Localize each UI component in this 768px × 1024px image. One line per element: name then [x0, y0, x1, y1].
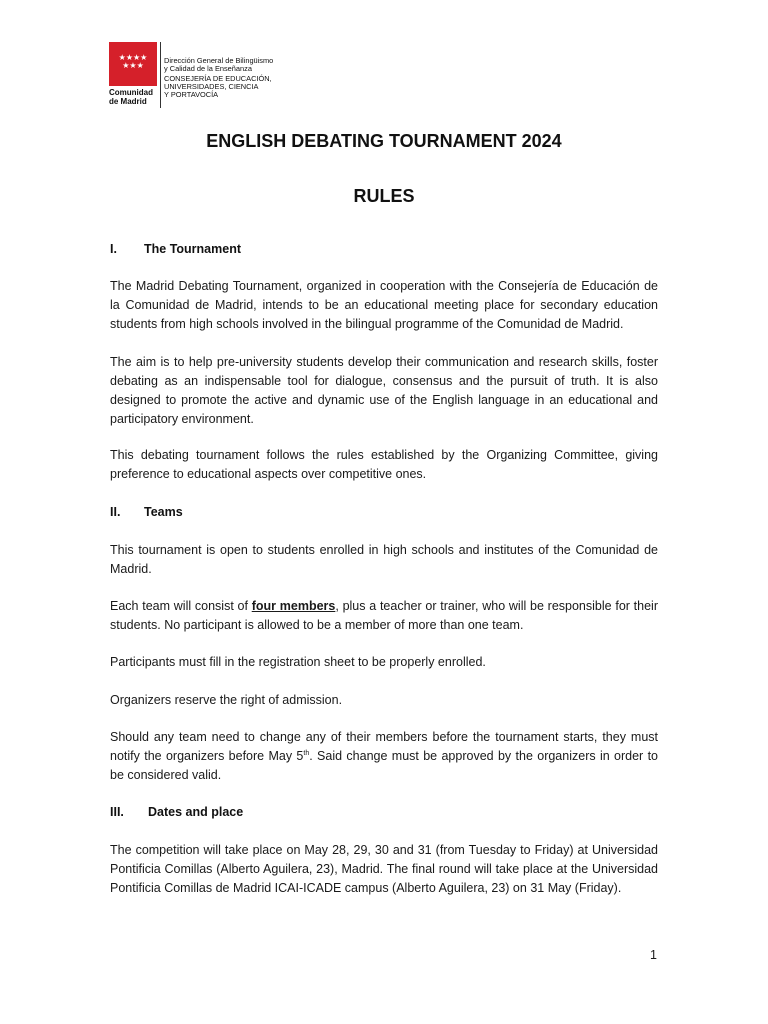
section-heading-1 [110, 242, 241, 256]
section-heading-2 [110, 505, 183, 519]
section-number: III. [110, 805, 124, 819]
paragraph-team-change [110, 728, 658, 785]
paragraph: Organizers reserve the right of admission. [110, 693, 343, 707]
text-run: Should any team need to change any of their members before the tournament starts, they must notify the organizers before May 5 [110, 730, 658, 763]
section-title: The Tournament [144, 242, 241, 256]
org-line-2: y Calidad de la Enseñanza [164, 64, 252, 73]
logo-name: Comunidad de Madrid [109, 88, 153, 106]
paragraph: The aim is to help pre-university students develop their communication and research skills, foster debating as an indispensable tool for dialogue, consensus and the pursuit of truth. It is also designed to promote the active and dynamic use of the English language in an educational and participatory environment. [110, 355, 658, 426]
text-run: . Said change must be approved by the organizers in order to be considered valid. [110, 749, 658, 782]
page-number: 1 [650, 948, 657, 962]
four-members-emphasis: four members [251, 599, 336, 613]
paragraph: This debating tournament follows the rules established by the Organizing Committee, giving preference to educational aspects over competitive ones. [110, 448, 658, 481]
text-run: Each team will consist of [110, 599, 252, 613]
org-line-1: Dirección General de Bilingüismo [164, 56, 274, 65]
org-line-5: Y PORTAVOCÍA [164, 90, 219, 99]
stars-icon: ★★★★ ★★★ [118, 53, 148, 70]
section-number: I. [110, 242, 117, 256]
logo-org-text [164, 57, 304, 99]
section-number: II. [110, 505, 121, 519]
paragraph: The competition will take place on May 28, 29, 30 and 31 (from Tuesday to Friday) at Universidad Pontificia Comillas (Alberto Aguilera, 23), Madrid. The final round will take place at the Universidad Pontificia Comillas de Madrid ICAI-ICADE campus (Alberto Aguilera, 23) on 31 May (Friday). [110, 843, 658, 895]
document-subtitle: RULES [353, 186, 415, 206]
text-run: , plus a teacher or trainer, who will be responsible for their students. No participant is allowed to be a member of more than one team. [110, 599, 658, 632]
section-title: Teams [144, 505, 183, 519]
paragraph-team-members [110, 597, 658, 635]
org-line-3: CONSEJERÍA DE EDUCACIÓN, [164, 74, 272, 83]
paragraph: The Madrid Debating Tournament, organized in cooperation with the Consejería de Educación de la Comunidad de Madrid, intends to be an educational meeting place for secondary education students from high schools involved in the bilingual programme of the Comunidad de Madrid. [110, 279, 658, 331]
document-title: ENGLISH DEBATING TOURNAMENT 2024 [206, 131, 562, 151]
madrid-flag-logo [109, 42, 157, 86]
org-line-4: UNIVERSIDADES, CIENCIA [164, 82, 259, 91]
section-heading-3 [110, 805, 243, 819]
header-logo [109, 42, 299, 110]
logo-divider [160, 42, 161, 108]
section-title: Dates and place [148, 805, 244, 819]
paragraph: This tournament is open to students enrolled in high schools and institutes of the Comunidad de Madrid. [110, 543, 658, 576]
superscript: th [303, 749, 310, 757]
paragraph: Participants must fill in the registration sheet to be properly enrolled. [110, 655, 486, 669]
